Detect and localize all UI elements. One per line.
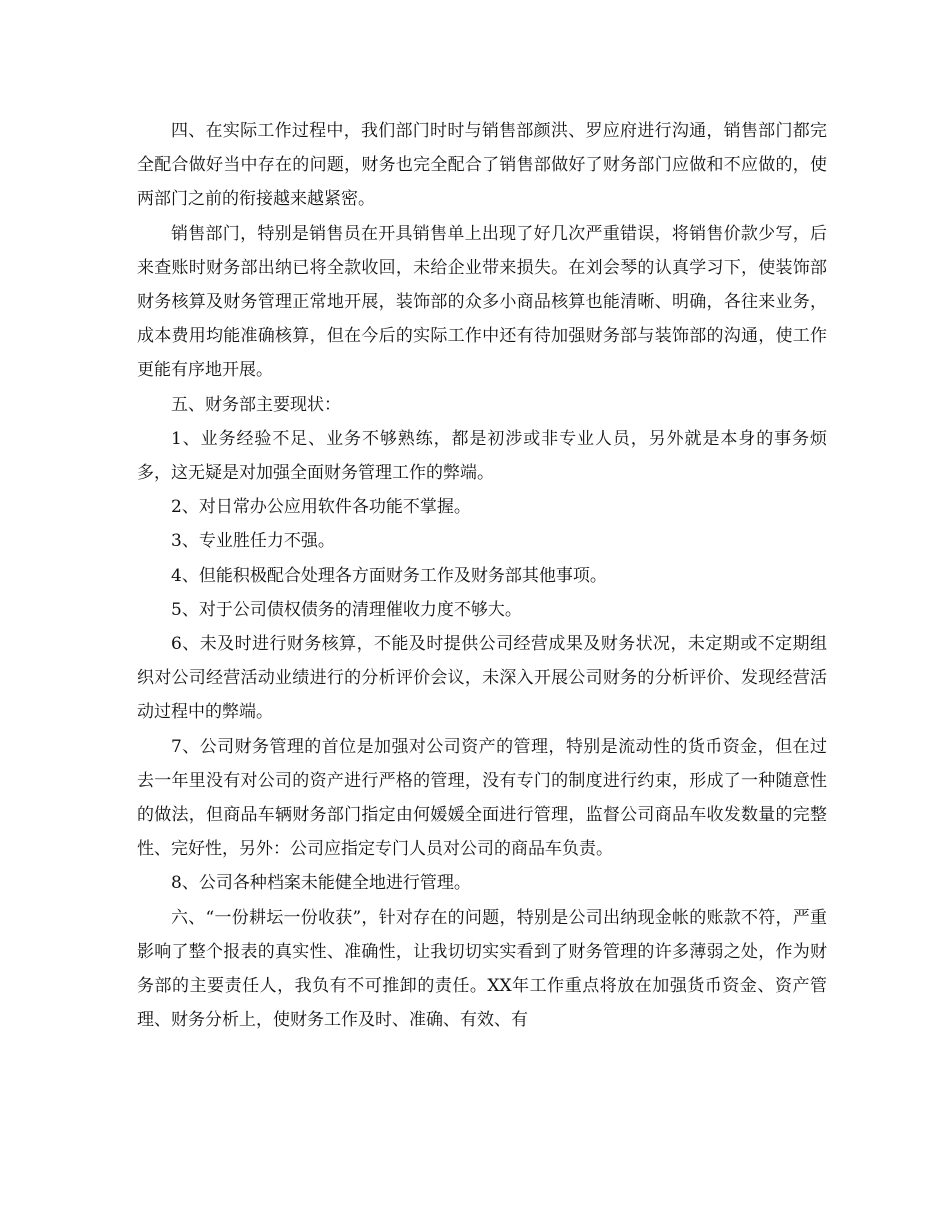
list-item-5: 5、对于公司债权债务的清理催收力度不够大。 [171, 599, 522, 620]
list-item-8: 8、公司各种档案未能健全地进行管理。 [171, 873, 471, 894]
paragraph-section-six: 六、“一份耕坛一份收获”，针对存在的问题，特别是公司出纳现金帐的账款不符，严重影响了整个报表的真实性、准确性，让我切切实实看到了财务管理的许多薄弱之处，作为财务部的主要责任人，我负有不可推卸的责任。XX年工作重点将放在加强货币资金、资产管理、财务分析上，使财务工作及时、准确、有效、有 [137, 907, 827, 1031]
list-item-7: 7、公司财务管理的首位是加强对公司资产的管理，特别是流动性的货币资金，但在过去一年里没有对公司的资产进行严格的管理，没有专门的制度进行约束，形成了一种随意性的做法，但商品车辆财务部门指定由何媛媛全面进行管理，监督公司商品车收发数量的完整性、完好性，另外：公司应指定专门人员对公司的商品车负责。 [137, 736, 827, 860]
heading-section-five: 五、财务部主要现状： [171, 394, 341, 415]
list-item-6: 6、未及时进行财务核算，不能及时提供公司经营成果及财务状况，未定期或不定期组织对公司经营活动业绩进行的分析评价会议，未深入开展公司财务的分析评价、发现经营活动过程中的弊端。 [137, 634, 827, 723]
list-item-4: 4、但能积极配合处理各方面财务工作及财务部其他事项。 [171, 565, 607, 586]
list-item-3: 3、专业胜任力不强。 [171, 531, 335, 552]
list-item-2: 2、对日常办公应用软件各功能不掌握。 [171, 497, 471, 518]
document-body [137, 114, 827, 1037]
list-item-1: 1、业务经验不足、业务不够熟练，都是初涉或非专业人员，另外就是本身的事务烦多，这无疑是对加强全面财务管理工作的弊端。 [137, 428, 827, 484]
paragraph-sales-department: 销售部门，特别是销售员在开具销售单上出现了好几次严重错误，将销售价款少写，后来查账时财务部出纳已将全款收回，未给企业带来损失。在刘会琴的认真学习下，使装饰部财务核算及财务管理正常地开展，装饰部的众多小商品核算也能清晰、明确，各往来业务，成本费用均能准确核算，但在今后的实际工作中还有待加强财务部与装饰部的沟通，使工作更能有序地开展。 [137, 223, 827, 381]
paragraph-section-four: 四、在实际工作过程中，我们部门时时与销售部颜洪、罗应府进行沟通，销售部门都完全配合做好当中存在的问题，财务也完全配合了销售部做好了财务部门应做和不应做的，使两部门之前的衔接越来越紧密。 [137, 121, 827, 210]
